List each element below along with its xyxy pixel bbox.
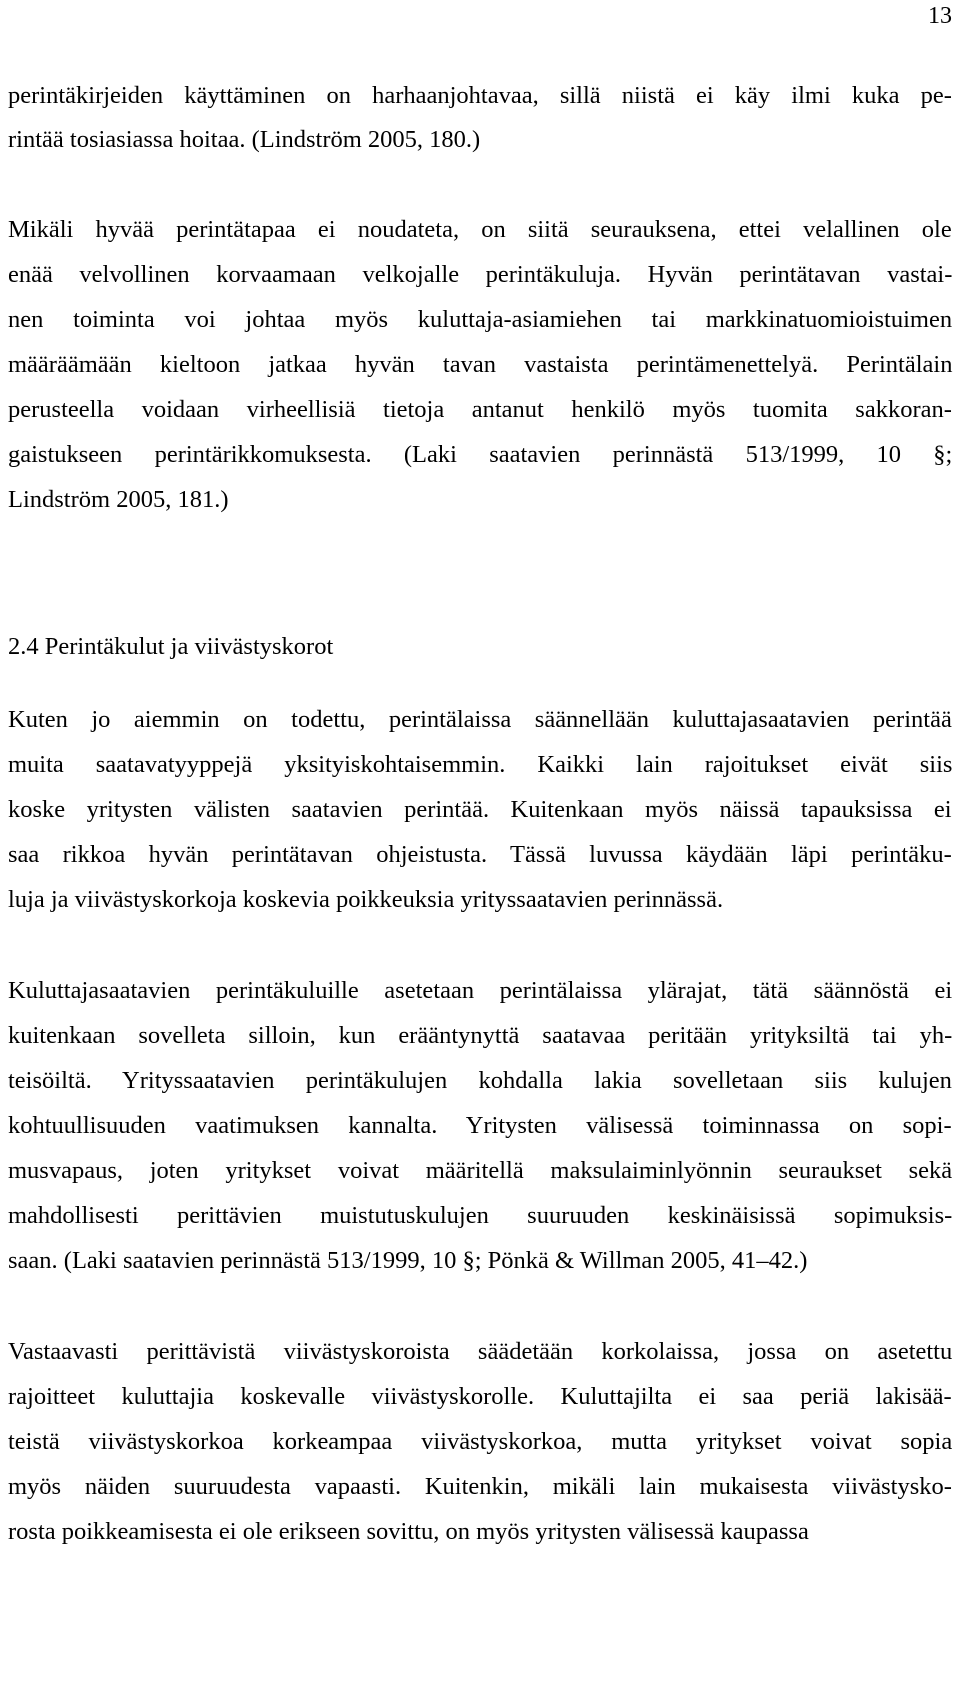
page-number: 13 [928,3,952,29]
text-line: gaistukseen perintärikkomuksesta. (Laki saatavien perinnästä 513/1999, 10 §; [8,441,953,468]
text-line: musvapaus, joten yritykset voivat määritellä maksulaiminlyönnin seuraukset sekä [8,1157,953,1184]
text-line: teistä viivästyskorkoa korkeampaa viivästyskorkoa, mutta yritykset voivat sopia [8,1428,953,1455]
text-line: kuitenkaan sovelleta silloin, kun erääntynyttä saatavaa peritään yrityksiltä tai yh- [8,1022,953,1049]
section-heading: 2.4 Perintäkulut ja viivästyskorot [8,633,334,660]
text-line: nen toiminta voi johtaa myös kuluttaja-asiamiehen tai markkinatuomioistuimen [8,306,953,333]
text-line: koske yritysten välisten saatavien perintää. Kuitenkaan myös näissä tapauksissa ei [8,796,952,823]
text-line: Mikäli hyvää perintätapaa ei noudateta, on siitä seurauksena, ettei velallinen ole [8,216,952,243]
text-line: perusteella voidaan virheellisiä tietoja antanut henkilö myös tuomita sakkoran- [8,396,952,423]
text-line: perintäkirjeiden käyttäminen on harhaanjohtavaa, sillä niistä ei käy ilmi kuka pe- [8,82,952,109]
text-line: rajoitteet kuluttajia koskevalle viivästyskorolle. Kuluttajilta ei saa periä lakisää- [8,1383,952,1410]
text-line: Kuluttajasaatavien perintäkuluille asetetaan perintälaissa ylärajat, tätä säännöstä ei [8,977,953,1004]
text-line: saan. (Laki saatavien perinnästä 513/1999, 10 §; Pönkä & Willman 2005, 41–42.) [8,1247,808,1274]
text-line: myös näiden suuruudesta vapaasti. Kuitenkin, mikäli lain mukaisesta viivästysko- [8,1473,952,1500]
text-line: Lindström 2005, 181.) [8,486,229,513]
text-line: rosta poikkeamisesta ei ole erikseen sovittu, on myös yritysten välisessä kaupassa [8,1518,809,1545]
text-line: enää velvollinen korvaamaan velkojalle perintäkuluja. Hyvän perintätavan vastai- [8,261,953,288]
text-line: Vastaavasti perittävistä viivästyskoroista säädetään korkolaissa, jossa on asetettu [8,1338,953,1365]
text-line: Kuten jo aiemmin on todettu, perintälaissa säännellään kuluttajasaatavien perintää [8,706,952,733]
text-line: mahdollisesti perittävien muistutuskulujen suuruuden keskinäisissä sopimuksis- [8,1202,953,1229]
text-line: saa rikkoa hyvän perintätavan ohjeistusta. Tässä luvussa käydään läpi perintäku- [8,841,952,868]
text-line: luja ja viivästyskorkoja koskevia poikkeuksia yrityssaatavien perinnässä. [8,886,724,913]
text-line: kohtuullisuuden vaatimuksen kannalta. Yritysten välisessä toiminnassa on sopi- [8,1112,952,1139]
text-line: teisöiltä. Yrityssaatavien perintäkulujen kohdalla lakia sovelletaan siis kulujen [8,1067,952,1094]
text-line: määräämään kieltoon jatkaa hyvän tavan vastaista perintämenettelyä. Perintälain [8,351,953,378]
text-line: muita saatavatyyppejä yksityiskohtaisemmin. Kaikki lain rajoitukset eivät siis [8,751,953,778]
text-line: rintää tosiasiassa hoitaa. (Lindström 2005, 180.) [8,126,481,153]
